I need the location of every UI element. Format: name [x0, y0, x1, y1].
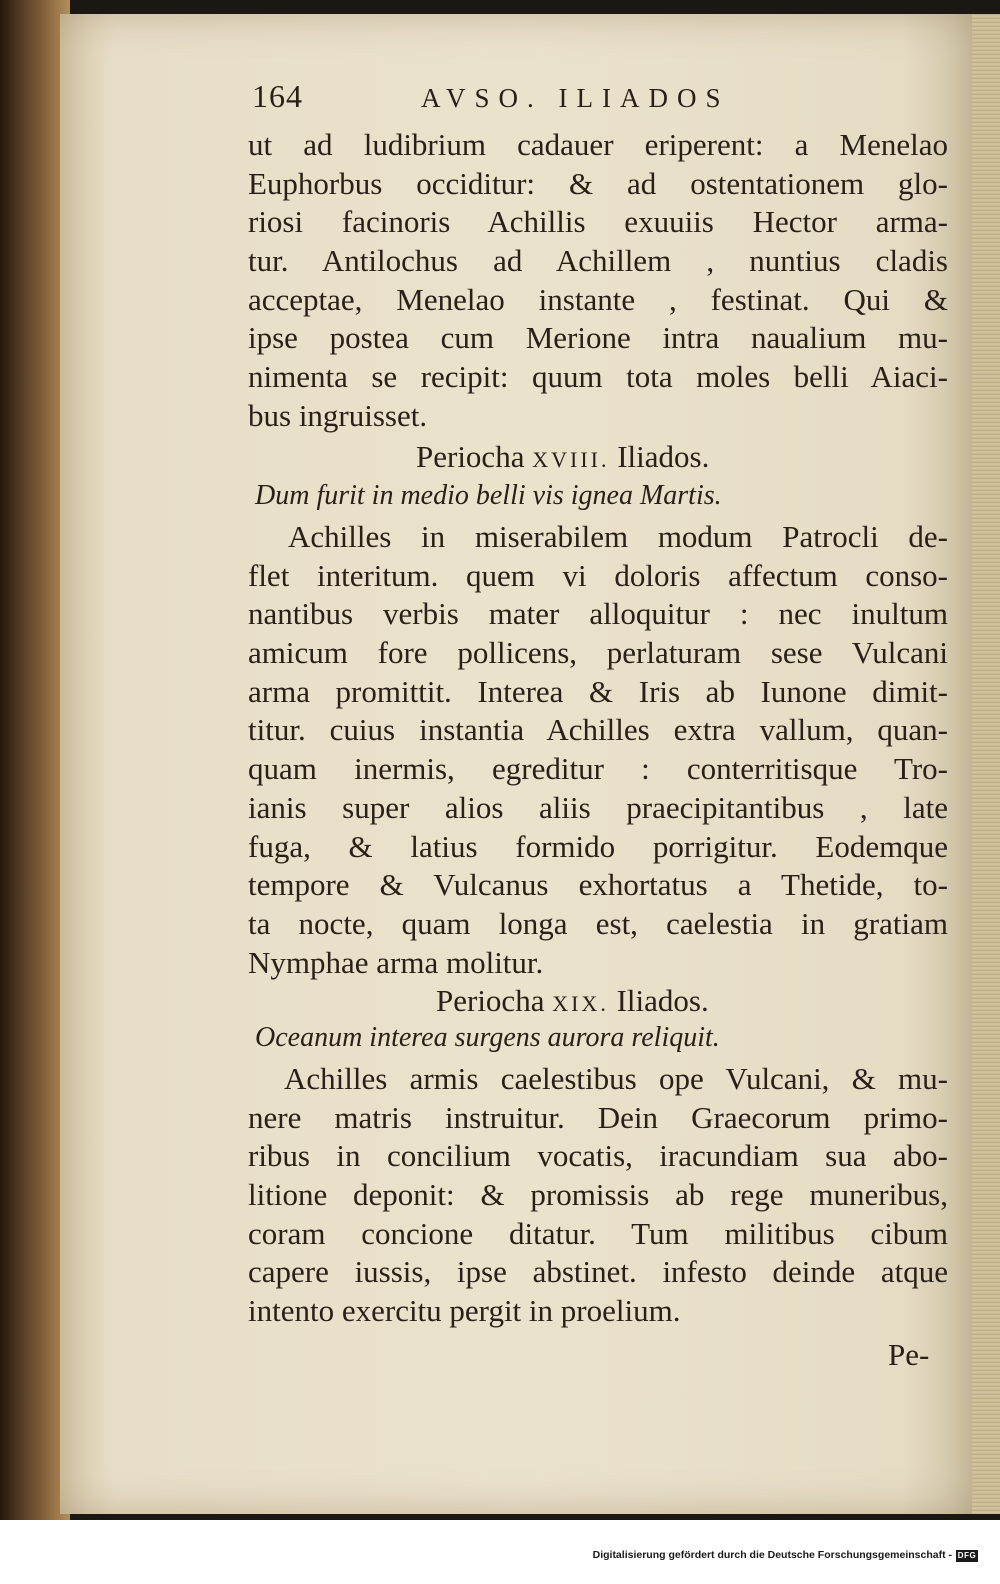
page-number: 164 [252, 78, 303, 114]
text-line: coram concione ditatur. Tum militibus cibum [248, 1215, 948, 1251]
heading-book: Iliados. [616, 983, 709, 1018]
heading-word: Periocha [436, 983, 545, 1018]
text-line: Achilles armis caelestibus ope Vulcani, & mu- [284, 1061, 948, 1096]
text-line: fuga, & latius formido porrigitur. Eodemque [248, 828, 948, 864]
text-line: acceptae, Menelao instante , festinat. Qui & [248, 281, 948, 317]
paragraph-3 [248, 1060, 948, 1331]
text-line: nimenta se recipit: quum tota moles belli Aiaci- [248, 359, 948, 395]
text-line: amicum fore pollicens, perlaturam sese Vulcani [248, 635, 948, 671]
text-line: Euphorbus occiditur: & ad ostentationem glo- [248, 165, 948, 201]
text-line: ta nocte, quam longa est, caelestia in gratiam [248, 905, 948, 941]
text-line: titur. cuius instantia Achilles extra vallum, quan- [248, 712, 948, 748]
text-line: nantibus verbis mater alloquitur : nec inultum [248, 596, 948, 632]
text-line: nere matris instruitur. Dein Graecorum primo- [248, 1099, 948, 1135]
text-line: arma promittit. Interea & Iris ab Iunone dimit- [248, 673, 948, 709]
text-line: ut ad ludibrium cadauer eriperent: a Menelao [248, 127, 948, 162]
verse-epigraph-19: Oceanum interea surgens aurora reliquit. [255, 1022, 720, 1053]
page-header [252, 78, 752, 115]
section-heading-18 [416, 438, 709, 479]
funding-credit: Digitalisierung gefördert durch die Deutsche Forschungsgemeinschaft - [592, 1549, 952, 1561]
page-edges [972, 14, 1000, 1514]
running-title: AVSO. ILIADOS [421, 83, 730, 113]
heading-numeral: XVIII. [532, 447, 610, 472]
text-line: Nymphae arma molitur. [248, 944, 544, 980]
text-line: flet interitum. quem vi doloris affectum conso- [248, 557, 948, 593]
text-line: riosi facinoris Achillis exuuiis Hector arma- [248, 204, 948, 240]
text-line: capere iussis, ipse abstinet. infesto deinde atque [248, 1254, 948, 1290]
paragraph-2 [248, 518, 948, 982]
section-heading-19 [436, 982, 709, 1023]
text-line: ianis super alios aliis praecipitantibus , late [248, 789, 948, 825]
text-line: quam inermis, egreditur : conterritisque Tro- [248, 751, 948, 787]
text-line: litione deponit: & promissis ab rege muneribus, [248, 1177, 948, 1213]
dfg-logo: DFG [957, 1551, 977, 1560]
heading-book: Iliados. [617, 439, 710, 474]
catchword: Pe- [888, 1337, 930, 1372]
heading-word: Periocha [416, 439, 525, 474]
text-line: bus ingruisset. [248, 397, 428, 433]
text-line: tempore & Vulcanus exhortatus a Thetide, to- [248, 867, 948, 903]
heading-numeral: XIX. [552, 991, 609, 1016]
verse-epigraph-18: Dum furit in medio belli vis ignea Martis. [255, 480, 722, 511]
text-line: ribus in concilium vocatis, iracundiam sua abo- [248, 1138, 948, 1174]
paragraph-1 [248, 126, 948, 436]
text-line: tur. Antilochus ad Achillem , nuntius cladis [248, 243, 948, 279]
text-line: ipse postea cum Merione intra naualium mu- [248, 320, 948, 356]
text-line: Achilles in miserabilem modum Patrocli de- [288, 519, 948, 554]
text-line: intento exercitu pergit in proelium. [248, 1293, 681, 1329]
